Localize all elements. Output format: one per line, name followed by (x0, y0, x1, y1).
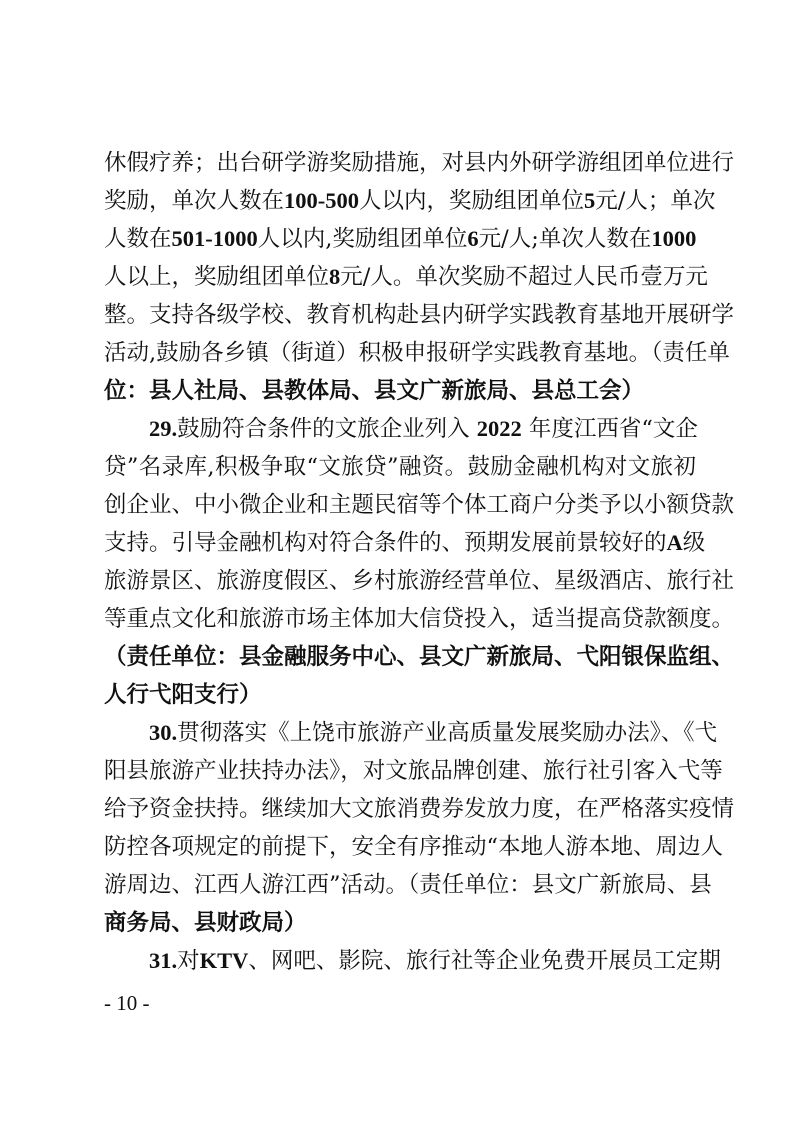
page-number: - 10 - (104, 991, 150, 1015)
emphasized-number: 8 (329, 264, 341, 289)
text-line: 整。支持各级学校、教育机构赴县内研学实践教育基地开展研学 (104, 302, 735, 328)
emphasized-number: 29. (149, 416, 178, 441)
responsible-units-line: 商务局、县财政局） (104, 910, 307, 936)
text-line: 给予资金扶持。继续加大文旅消费券发放力度，在严格落实疫情 (104, 796, 735, 822)
item-30-heading-line: 30.贯彻落实《上饶市旅游产业高质量发展奖励办法》、《弋 (149, 720, 718, 746)
text-line: 等重点文化和旅游市场主体加大信贷投入，适当提高贷款额度。 (104, 606, 735, 632)
responsible-units-line: 人行弋阳支行） (104, 682, 262, 708)
emphasized-number: 100-500 (284, 188, 360, 213)
text-line: 创企业、中小微企业和主题民宿等个体工商户分类予以小额贷款 (104, 492, 735, 518)
emphasized-number: 2022 (476, 416, 522, 441)
emphasized-number: 1000 (651, 226, 697, 251)
emphasized-number: 31. (149, 948, 178, 973)
text-line: 防控各项规定的前提下，安全有序推动“本地人游本地、周边人 (104, 834, 724, 860)
responsible-units-line: 位：县人社局、县教体局、县文广新旅局、县总工会） (104, 378, 645, 404)
text-line: 活动,鼓励各乡镇（街道）积极申报研学实践教育基地。（责任单 (104, 340, 730, 366)
emphasized-number: 30. (149, 720, 178, 745)
emphasized-number: A (666, 530, 683, 555)
text-line: 贷”名录库,积极争取“文旅贷”融资。鼓励金融机构对文旅初 (104, 454, 696, 480)
text-line: 休假疗养；出台研学游奖励措施，对县内外研学游组团单位进行 (104, 150, 735, 176)
emphasized-number: 6 (467, 226, 479, 251)
text-line: 游周边、江西人游江西”活动。（责任单位：县文广新旅局、县 (104, 872, 712, 898)
responsible-units-line: （责任单位：县金融服务中心、县文广新旅局、弋阳银保监组、 (104, 644, 735, 670)
text-line: 奖励，单次人数在100-500人以内，奖励组团单位5元/人；单次 (104, 188, 716, 214)
item-29-heading-line: 29.鼓励符合条件的文旅企业列入 2022 年度江西省“文企 (149, 416, 698, 442)
emphasized-number: 5 (584, 188, 596, 213)
text-line: 旅游景区、旅游度假区、乡村旅游经营单位、星级酒店、旅行社 (104, 568, 735, 594)
item-31-heading-line: 31.对KTV、网吧、影院、旅行社等企业免费开展员工定期 (149, 948, 721, 974)
emphasized-number: 501-1000 (171, 226, 258, 251)
emphasized-number: KTV (199, 948, 249, 973)
text-line: 人以上，奖励组团单位8元/人。单次奖励不超过人民币壹万元 (104, 264, 708, 290)
text-line: 阳县旅游产业扶持办法》，对文旅品牌创建、旅行社引客入弋等 (104, 758, 723, 784)
text-line: 支持。引导金融机构对符合条件的、预期发展前景较好的A级 (104, 530, 706, 556)
text-line: 人数在501-1000人以内,奖励组团单位6元/人;单次人数在1000 (104, 226, 697, 252)
